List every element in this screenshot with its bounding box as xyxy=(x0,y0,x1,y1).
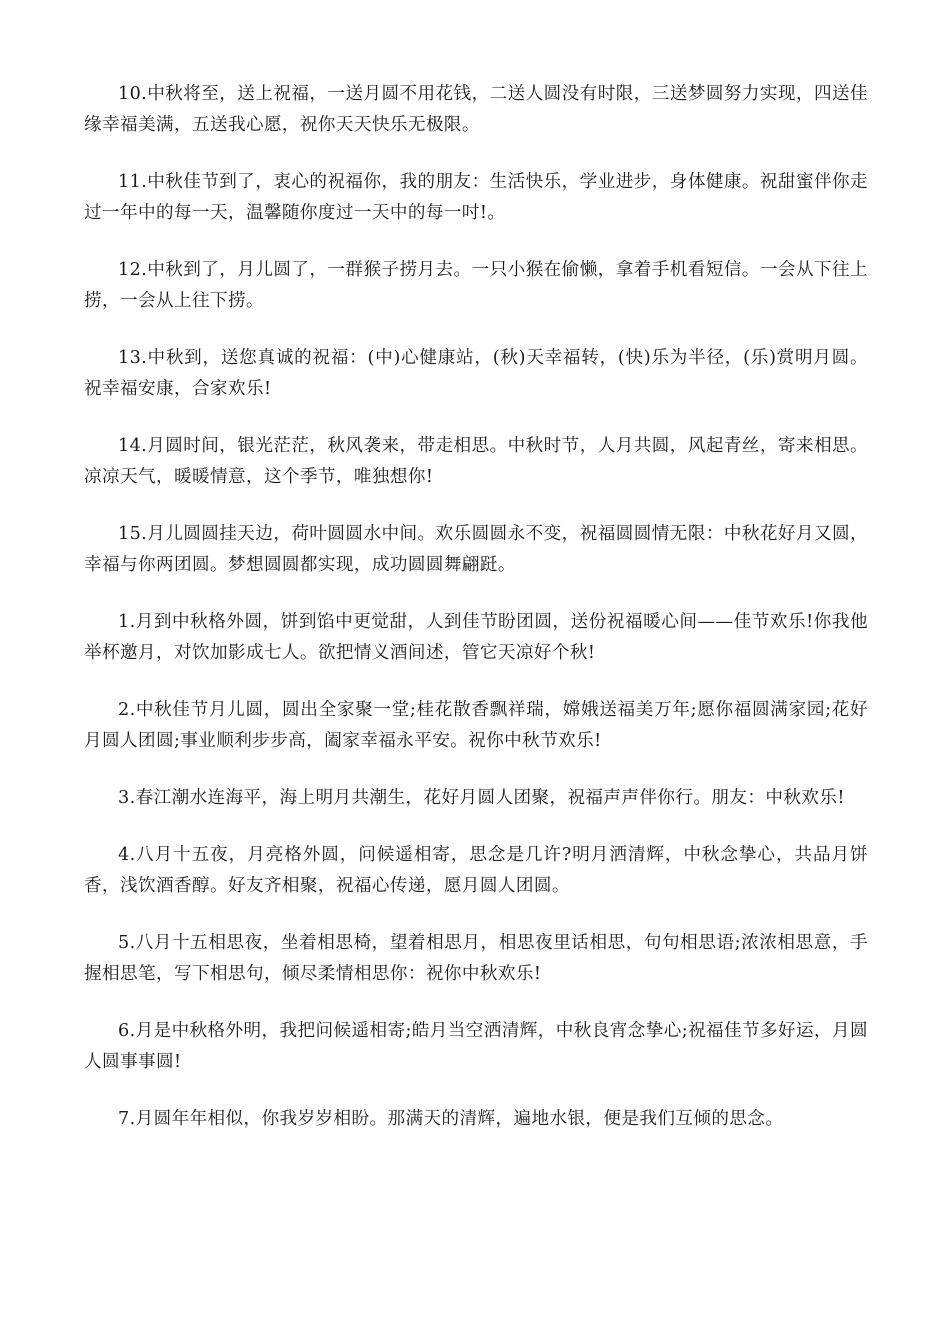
paragraph-1: 1.月到中秋格外圆，饼到馅中更觉甜，人到佳节盼团圆，送份祝福暖心间——佳节欢乐!你我他举杯邀月，对饮加影成七人。欲把情义酒间述，管它天凉好个秋! xyxy=(84,612,868,663)
paragraph-6: 6.月是中秋格外明，我把问候遥相寄;皓月当空洒清辉，中秋良宵念挚心;祝福佳节多好运，月圆人圆事事圆! xyxy=(84,1021,868,1072)
paragraph-3: 3.春江潮水连海平，海上明月共潮生，花好月圆人团聚，祝福声声伴你行。朋友：中秋欢乐! xyxy=(118,788,845,808)
paragraph-10: 10.中秋将至，送上祝福，一送月圆不用花钱，二送人圆没有时限，三送梦圆努力实现，四送佳缘幸福美满，五送我心愿，祝你天天快乐无极限。 xyxy=(84,84,868,135)
paragraph-14: 14.月圆时间，银光茫茫，秋风袭来，带走相思。中秋时节，人月共圆，风起青丝，寄来相思。凉凉天气，暖暖情意，这个季节，唯独想你! xyxy=(84,436,868,487)
paragraph-15: 15.月儿圆圆挂天边，荷叶圆圆水中间。欢乐圆圆永不变，祝福圆圆情无限：中秋花好月又圆，幸福与你两团圆。梦想圆圆都实现，成功圆圆舞翩跹。 xyxy=(84,524,868,575)
paragraph-11: 11.中秋佳节到了，衷心的祝福你，我的朋友：生活快乐，学业进步，身体健康。祝甜蜜伴你走过一年中的每一天，温馨随你度过一天中的每一吋!。 xyxy=(84,172,868,223)
paragraph-5: 5.八月十五相思夜，坐着相思椅，望着相思月，相思夜里话相思，句句相思语;浓浓相思意，手握相思笔，写下相思句，倾尽柔情相思你：祝你中秋欢乐! xyxy=(84,933,868,984)
paragraph-7: 7.月圆年年相似，你我岁岁相盼。那满天的清辉，遍地水银，便是我们互倾的思念。 xyxy=(118,1109,784,1129)
paragraph-13: 13.中秋到，送您真诚的祝福：(中)心健康站，(秋)天幸福转，(快)乐为半径，(乐)赏明月圆。祝幸福安康，合家欢乐! xyxy=(84,348,868,399)
paragraph-2: 2.中秋佳节月儿圆，圆出全家聚一堂;桂花散香飘祥瑞，嫦娥送福美万年;愿你福圆满家园;花好月圆人团圆;事业顺利步步高，阖家幸福永平安。祝你中秋节欢乐! xyxy=(84,700,868,751)
paragraph-12: 12.中秋到了，月儿圆了，一群猴子捞月去。一只小猴在偷懒，拿着手机看短信。一会从下往上捞，一会从上往下捞。 xyxy=(84,260,868,311)
paragraph-4: 4.八月十五夜，月亮格外圆，问候遥相寄，思念是几许?明月洒清辉，中秋念挚心，共品月饼香，浅饮酒香醇。好友齐相聚，祝福心传递，愿月圆人团圆。 xyxy=(84,845,868,896)
document-body xyxy=(84,79,868,1161)
